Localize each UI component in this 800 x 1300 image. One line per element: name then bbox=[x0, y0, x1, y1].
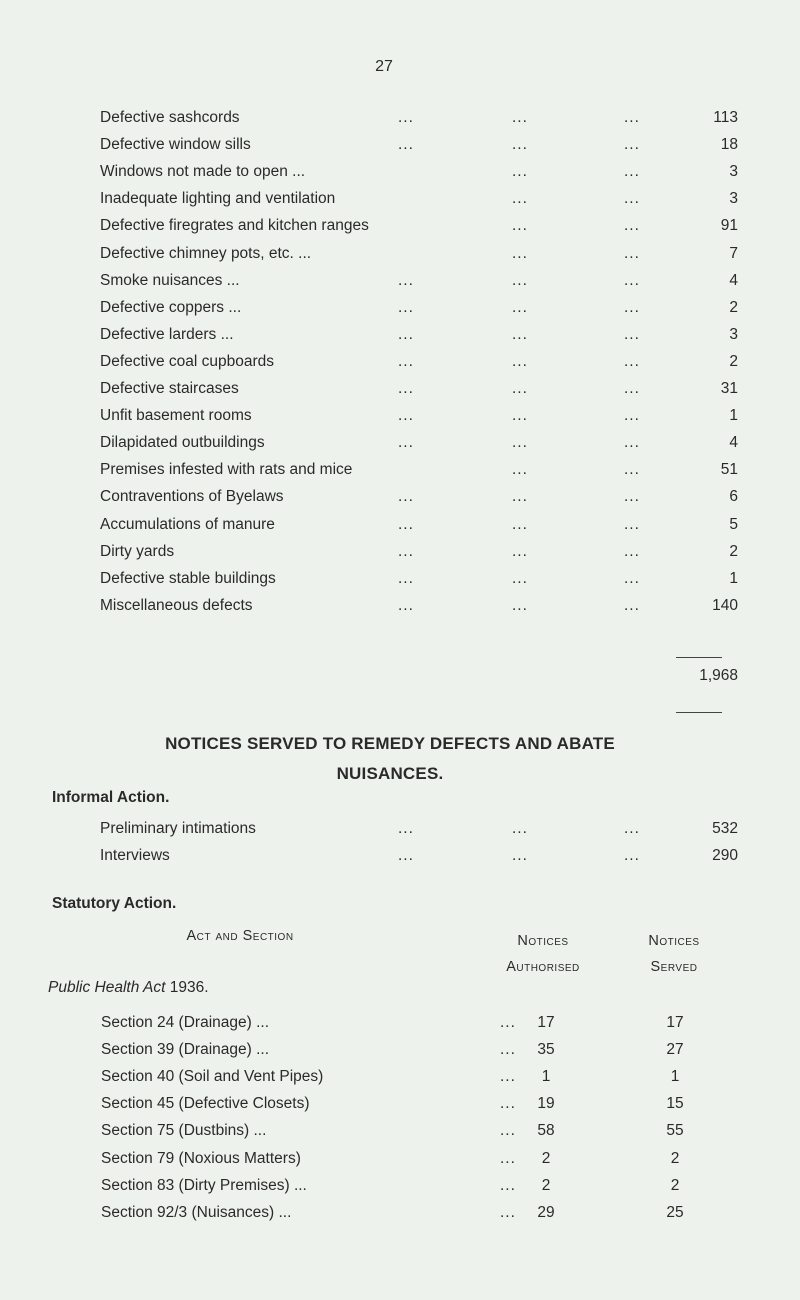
section-row bbox=[0, 1175, 800, 1197]
leader-dots: ... bbox=[624, 136, 640, 154]
leader-dots: ... bbox=[624, 271, 640, 289]
total-rule-top bbox=[676, 657, 722, 658]
leader-dots: ... bbox=[624, 820, 640, 837]
defect-label: Dilapidated outbuildings bbox=[100, 434, 265, 452]
defect-count: 2 bbox=[729, 542, 738, 560]
leader-dots: ... bbox=[624, 569, 640, 587]
leader-dots: ... bbox=[512, 244, 528, 262]
informal-row bbox=[0, 845, 800, 867]
defect-count: 6 bbox=[729, 488, 738, 506]
notices-authorised: 2 bbox=[541, 1149, 551, 1167]
defect-count: 5 bbox=[729, 515, 738, 533]
leader-dots: ... bbox=[512, 217, 528, 235]
leader-dots: ... bbox=[512, 380, 528, 397]
leader-dots: ... bbox=[624, 515, 640, 533]
section-row bbox=[0, 1039, 800, 1061]
notices-served: 25 bbox=[666, 1203, 684, 1221]
defect-count: 91 bbox=[720, 217, 738, 235]
leader-dots: ... bbox=[512, 109, 528, 126]
defect-row bbox=[0, 405, 800, 427]
notices-served: 15 bbox=[666, 1095, 684, 1113]
leader-dots: ... bbox=[500, 1095, 516, 1113]
leader-dots: ... bbox=[500, 1176, 516, 1194]
notices-served: 27 bbox=[666, 1041, 684, 1059]
notices-authorised: 35 bbox=[537, 1041, 555, 1059]
notices-served: 2 bbox=[670, 1149, 680, 1167]
column-act-section: Act and Section bbox=[186, 928, 294, 944]
informal-row bbox=[0, 818, 800, 840]
section-row bbox=[0, 1120, 800, 1142]
defect-label: Defective chimney pots, etc. ... bbox=[100, 244, 312, 262]
defect-count: 31 bbox=[720, 380, 738, 397]
section-label: Section 83 (Dirty Premises) ... bbox=[101, 1176, 307, 1194]
notices-served: 1 bbox=[670, 1068, 680, 1086]
leader-dots: ... bbox=[512, 515, 528, 533]
leader-dots: ... bbox=[624, 109, 640, 126]
heading-line-1: NOTICES SERVED TO REMEDY DEFECTS AND ABATE bbox=[165, 734, 615, 753]
defect-label: Dirty yards bbox=[100, 542, 175, 560]
defect-count: 3 bbox=[729, 163, 738, 181]
section-label: Section 79 (Noxious Matters) bbox=[101, 1149, 301, 1167]
leader-dots: ... bbox=[398, 271, 414, 289]
defect-count: 4 bbox=[729, 434, 738, 452]
defect-row bbox=[0, 243, 800, 265]
defect-count: 140 bbox=[712, 596, 738, 614]
leader-dots: ... bbox=[500, 1122, 516, 1140]
leader-dots: ... bbox=[500, 1203, 516, 1221]
leader-dots: ... bbox=[512, 190, 528, 208]
notices-authorised: 1 bbox=[541, 1068, 551, 1086]
section-label: Section 40 (Soil and Vent Pipes) bbox=[101, 1068, 324, 1086]
leader-dots: ... bbox=[624, 542, 640, 560]
leader-dots: ... bbox=[624, 461, 640, 479]
act-name bbox=[48, 979, 209, 997]
column-served-line-1: Notices bbox=[648, 933, 700, 949]
informal-count: 532 bbox=[712, 820, 738, 837]
leader-dots: ... bbox=[624, 596, 640, 614]
leader-dots: ... bbox=[624, 298, 640, 316]
defect-label: Inadequate lighting and ventilation bbox=[100, 190, 336, 208]
notices-authorised: 29 bbox=[537, 1203, 555, 1221]
leader-dots: ... bbox=[398, 847, 414, 864]
informal-action-title: Informal Action. bbox=[52, 789, 170, 806]
section-row bbox=[0, 1148, 800, 1170]
section-label: Section 92/3 (Nuisances) ... bbox=[101, 1203, 292, 1221]
leader-dots: ... bbox=[398, 380, 414, 397]
section-label: Section 45 (Defective Closets) bbox=[101, 1095, 310, 1113]
defect-row bbox=[0, 595, 800, 617]
defect-label: Defective sashcords bbox=[100, 109, 240, 126]
leader-dots: ... bbox=[398, 542, 414, 560]
leader-dots: ... bbox=[512, 596, 528, 614]
leader-dots: ... bbox=[624, 380, 640, 397]
notices-served: 17 bbox=[666, 1014, 684, 1031]
page-number: 27 bbox=[375, 58, 393, 75]
defect-count: 1 bbox=[729, 569, 738, 587]
leader-dots: ... bbox=[624, 325, 640, 343]
defect-count: 1 bbox=[729, 407, 738, 425]
leader-dots: ... bbox=[624, 407, 640, 425]
section-label: Section 75 (Dustbins) ... bbox=[101, 1122, 267, 1140]
notices-authorised: 17 bbox=[537, 1014, 555, 1031]
leader-dots: ... bbox=[512, 271, 528, 289]
defect-row bbox=[0, 134, 800, 156]
leader-dots: ... bbox=[512, 136, 528, 154]
leader-dots: ... bbox=[398, 434, 414, 452]
leader-dots: ... bbox=[398, 407, 414, 425]
leader-dots: ... bbox=[398, 569, 414, 587]
defect-label: Defective coal cupboards bbox=[100, 352, 275, 370]
total-rule-bottom bbox=[676, 712, 722, 713]
defect-row bbox=[0, 161, 800, 183]
defect-row bbox=[0, 486, 800, 508]
section-heading bbox=[40, 729, 740, 789]
leader-dots: ... bbox=[512, 569, 528, 587]
column-notices-authorised bbox=[478, 928, 608, 980]
leader-dots: ... bbox=[398, 515, 414, 533]
defect-label: Unfit basement rooms bbox=[100, 407, 252, 425]
defect-row bbox=[0, 432, 800, 454]
leader-dots: ... bbox=[624, 847, 640, 864]
heading-line-2: NUISANCES. bbox=[336, 764, 444, 783]
leader-dots: ... bbox=[512, 542, 528, 560]
defect-count: 3 bbox=[729, 325, 738, 343]
leader-dots: ... bbox=[624, 217, 640, 235]
section-label: Section 39 (Drainage) ... bbox=[101, 1041, 270, 1059]
defect-count: 18 bbox=[720, 136, 738, 154]
column-served-line-2: Served bbox=[650, 959, 698, 975]
defect-label: Premises infested with rats and mice bbox=[100, 461, 353, 479]
leader-dots: ... bbox=[500, 1149, 516, 1167]
defect-label: Defective firegrates and kitchen ranges bbox=[100, 217, 369, 235]
leader-dots: ... bbox=[398, 325, 414, 343]
defect-label: Accumulations of manure bbox=[100, 515, 275, 533]
defect-row bbox=[0, 568, 800, 590]
leader-dots: ... bbox=[624, 488, 640, 506]
leader-dots: ... bbox=[512, 325, 528, 343]
leader-dots: ... bbox=[500, 1014, 516, 1031]
defect-row bbox=[0, 297, 800, 319]
leader-dots: ... bbox=[624, 244, 640, 262]
defect-row bbox=[0, 215, 800, 237]
section-row bbox=[0, 1066, 800, 1088]
section-label: Section 24 (Drainage) ... bbox=[101, 1014, 270, 1031]
defect-label: Windows not made to open ... bbox=[100, 163, 306, 181]
leader-dots: ... bbox=[398, 596, 414, 614]
informal-count: 290 bbox=[712, 847, 738, 864]
section-row bbox=[0, 1093, 800, 1115]
statutory-action-title: Statutory Action. bbox=[52, 895, 177, 912]
defect-label: Defective staircases bbox=[100, 380, 239, 397]
defect-row bbox=[0, 351, 800, 373]
column-authorised-line-2: Authorised bbox=[506, 959, 580, 975]
notices-served: 2 bbox=[670, 1176, 680, 1194]
leader-dots: ... bbox=[512, 488, 528, 506]
act-year: 1936. bbox=[169, 979, 209, 996]
defect-row bbox=[0, 188, 800, 210]
defect-label: Miscellaneous defects bbox=[100, 596, 253, 614]
defect-count: 7 bbox=[729, 244, 738, 262]
notices-served: 55 bbox=[666, 1122, 684, 1140]
defect-row bbox=[0, 459, 800, 481]
leader-dots: ... bbox=[512, 298, 528, 316]
defect-row bbox=[0, 378, 800, 400]
notices-authorised: 2 bbox=[541, 1176, 551, 1194]
leader-dots: ... bbox=[512, 352, 528, 370]
informal-label: Preliminary intimations bbox=[100, 820, 256, 837]
section-row bbox=[0, 1202, 800, 1224]
defect-count: 2 bbox=[729, 298, 738, 316]
leader-dots: ... bbox=[398, 298, 414, 316]
leader-dots: ... bbox=[500, 1068, 516, 1086]
column-notices-served bbox=[618, 928, 730, 980]
informal-label: Interviews bbox=[100, 847, 170, 864]
defect-row bbox=[0, 270, 800, 292]
leader-dots: ... bbox=[512, 820, 528, 837]
defect-label: Contraventions of Byelaws bbox=[100, 488, 284, 506]
defect-row bbox=[0, 541, 800, 563]
defect-label: Defective larders ... bbox=[100, 325, 234, 343]
defect-count: 113 bbox=[713, 109, 738, 126]
act-name-text: Public Health Act bbox=[48, 979, 166, 996]
leader-dots: ... bbox=[398, 109, 414, 126]
section-row bbox=[0, 1012, 800, 1034]
column-authorised-line-1: Notices bbox=[517, 933, 569, 949]
leader-dots: ... bbox=[398, 136, 414, 154]
defect-label: Smoke nuisances ... bbox=[100, 271, 240, 289]
leader-dots: ... bbox=[512, 163, 528, 181]
notices-authorised: 58 bbox=[537, 1122, 555, 1140]
defect-count: 2 bbox=[729, 352, 738, 370]
defect-row bbox=[0, 514, 800, 536]
defect-label: Defective window sills bbox=[100, 136, 251, 154]
leader-dots: ... bbox=[398, 352, 414, 370]
leader-dots: ... bbox=[398, 488, 414, 506]
notices-authorised: 19 bbox=[537, 1095, 555, 1113]
leader-dots: ... bbox=[624, 434, 640, 452]
leader-dots: ... bbox=[500, 1041, 516, 1059]
leader-dots: ... bbox=[624, 190, 640, 208]
defect-count: 51 bbox=[720, 461, 738, 479]
defect-count: 4 bbox=[729, 271, 738, 289]
leader-dots: ... bbox=[512, 461, 528, 479]
defects-total: 1,968 bbox=[699, 667, 738, 684]
defect-label: Defective coppers ... bbox=[100, 298, 242, 316]
leader-dots: ... bbox=[624, 163, 640, 181]
leader-dots: ... bbox=[624, 352, 640, 370]
leader-dots: ... bbox=[512, 407, 528, 425]
leader-dots: ... bbox=[398, 820, 414, 837]
defect-label: Defective stable buildings bbox=[100, 569, 276, 587]
leader-dots: ... bbox=[512, 847, 528, 864]
defect-count: 3 bbox=[729, 190, 738, 208]
defect-row bbox=[0, 324, 800, 346]
defect-row bbox=[0, 107, 800, 129]
leader-dots: ... bbox=[512, 434, 528, 452]
